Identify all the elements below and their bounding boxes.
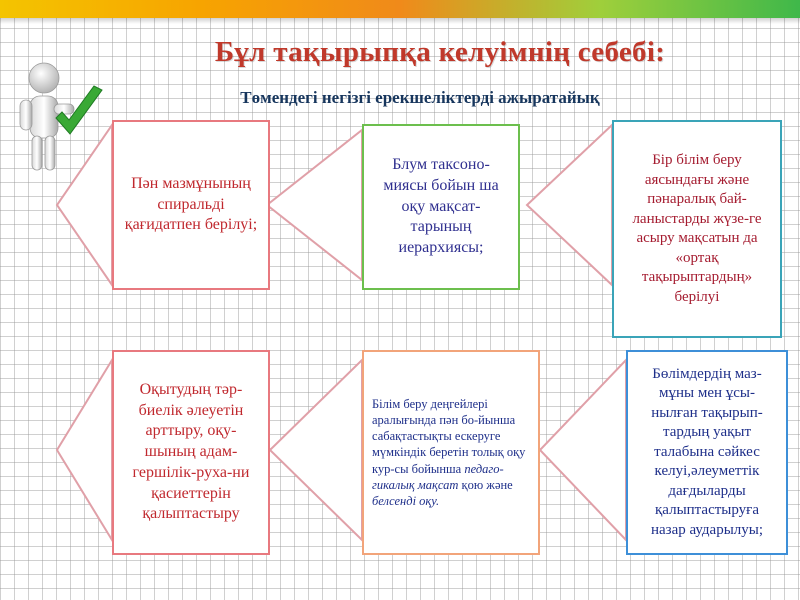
feature-text	[372, 396, 530, 510]
feature-text-italic: педаго-гикалық мақсат	[372, 461, 504, 492]
feature-text: Бөлімдердің маз-мұны мен ұсы-нылған тақырып-тардың уақыт талабына сәйкес келуі,әлеуметтік дағдыларды қалыптастыруға назар аударылуы;	[650, 365, 764, 538]
left-arrow-icon	[540, 360, 626, 540]
page-subtitle: Төмендегі негізгі ерекшеліктерді ажыратайық	[240, 88, 600, 107]
left-arrow-icon	[57, 360, 112, 540]
thinking-person-with-checkmark-icon	[12, 60, 107, 175]
feature-box-spiral-principle	[112, 120, 270, 290]
top-gradient-bar	[0, 0, 800, 18]
feature-text: Оқытудың тәр-биелік әлеуетін арттыру, оқу-шының адам-гершілік-руха-ни қасиеттерін қалыптастыру	[132, 380, 250, 523]
feature-text: Пән мазмұнының спиральді қағидатпен берілуі;	[124, 174, 258, 234]
feature-text: Бір білім беру аясындағы және пәнаралық бай-ланыстарды жүзе-ге асыру мақсатын да «ортақ тақырыптардың» берілуі	[632, 152, 762, 305]
feature-text-part: қою және	[461, 477, 513, 492]
feature-box-bloom-taxonomy	[362, 124, 520, 290]
feature-text: Блум таксоно-миясы бойын ша оқу мақсат-тарының иерархиясы;	[383, 156, 499, 257]
left-arrow-icon	[270, 360, 362, 540]
feature-box-social-skills	[626, 350, 788, 555]
top-bar-shadow	[0, 18, 800, 24]
feature-box-common-topics	[612, 120, 782, 338]
feature-box-educational-potential	[112, 350, 270, 555]
feature-text-italic: белсенді оқу.	[372, 494, 440, 509]
page-title: Бұл тақырыпқа келуімнің себебі:	[214, 36, 666, 68]
feature-text-part: Білім беру деңгейлері аралығында пән бо-йынша сабақтастықты ескеруге мүмкіндік беретін толық оқу кур-сы бойынша	[372, 396, 526, 476]
left-arrow-icon	[527, 125, 612, 285]
feature-box-continuity	[362, 350, 540, 555]
left-arrow-icon	[267, 130, 362, 280]
